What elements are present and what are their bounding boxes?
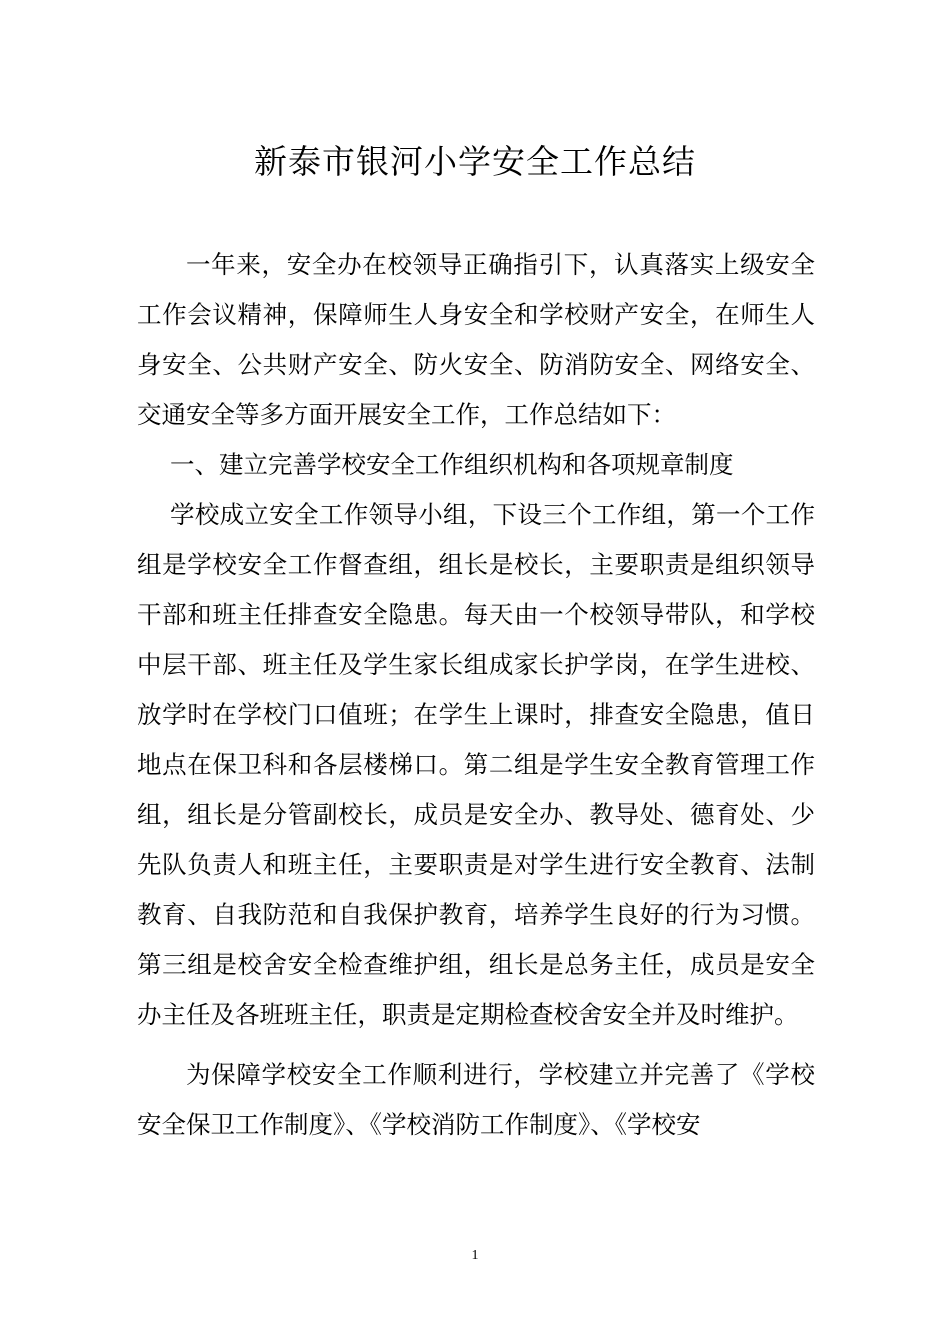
- section-heading-1: 一、建立完善学校安全工作组织机构和各项规章制度: [170, 450, 734, 479]
- page-number: 1: [471, 1248, 479, 1263]
- organization-paragraph: 学校成立安全工作领导小组，下设三个工作组，第一个工作组是学校安全工作督查组，组长是校长，主要职责是组织领导干部和班主任排查安全隐患。每天由一个校领导带队，和学校中层干部、班主任及学生家长组成家长护学岗，在学生进校、放学时在学校门口值班；在学生上课时，排查安全隐患，值日地点在保卫科和各层楼梯口。第二组是学生安全教育管理工作组，组长是分管副校长，成员是安全办、教导处、德育处、少先队负责人和班主任，主要职责是对学生进行安全教育、法制教育、自我防范和自我保护教育，培养学生良好的行为习惯。第三组是校舍安全检查维护组，组长是总务主任，成员是安全办主任及各班班主任，职责是定期检查校舍安全并及时维护。: [137, 500, 815, 1029]
- regulations-paragraph: 为保障学校安全工作顺利进行，学校建立并完善了《学校安全保卫工作制度》、《学校消防工作制度》、《学校安: [137, 1060, 815, 1139]
- document-title: 新泰市银河小学安全工作总结: [254, 142, 696, 181]
- intro-paragraph: 一年来，安全办在校领导正确指引下，认真落实上级安全工作会议精神，保障师生人身安全和学校财产安全，在师生人身安全、公共财产安全、防火安全、防消防安全、网络安全、交通安全等多方面开展安全工作，工作总结如下：: [137, 250, 815, 429]
- document-body: [137, 240, 815, 1150]
